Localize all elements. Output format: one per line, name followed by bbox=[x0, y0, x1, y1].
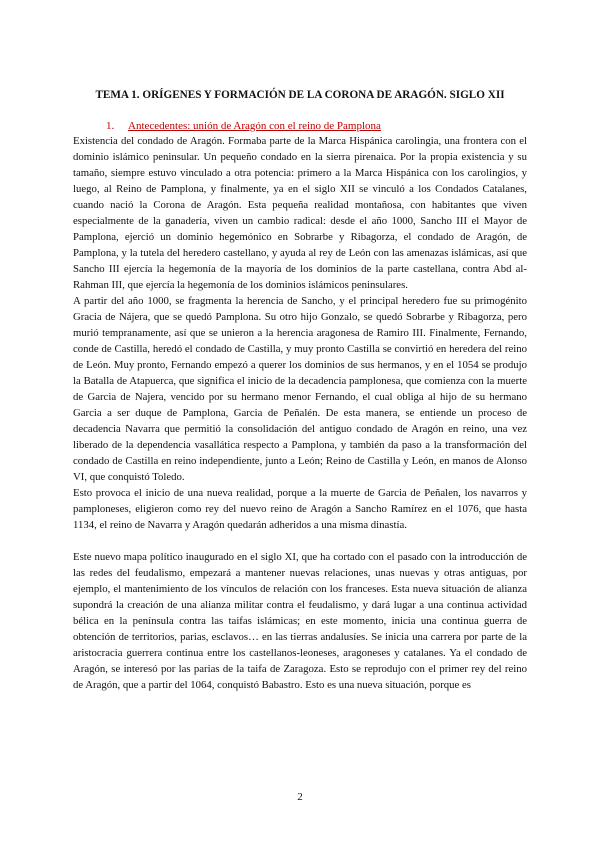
paragraph: Esto provoca el inicio de una nueva realidad, porque a la muerte de Garcia de Peñalen, los navarros y pamploneses, eligieron como rey del nuevo reino de Aragón a Sancho Ramírez en el 1076, que hasta 1134, el reino de Navarra y Aragón quedarán adheridos a una misma dinastía. bbox=[73, 487, 527, 531]
section-number: 1. bbox=[106, 120, 115, 132]
paragraph: A partir del año 1000, se fragmenta la herencia de Sancho, y el principal heredero fue su primogénito Gracia de Nájera, que se quedó Pamplona. Su otro hijo Gonzalo, se quedó Sobrarbe y Ribagorza, pero murió tempranamente, así que se unieron a la herencia aragonesa de Ramiro III. Finalmente, Fernando, conde de Castilla, heredó el condado de Castilla, y muy pronto Castilla se convirtió en heredera del reino de León. Muy pronto, Fernando empezó a querer los dominios de sus hermanos, y en el 1054 se produjo la Batalla de Atapuerca, que significa el inicio de la decadencia pamplonesa, que comienza con la muerte de Garcia de Najera, vencido por su hermano menor Fernando, el cual obliga al hijo de su hermano Garcia a ser duque de Pamplona, Garcia de Peñalén. De esta manera, se entiende un proceso de decadencia Navarra que permitió la consolidación del antiguo condado de Aragón en reino, una vez liberado de la dependencia vasallática respecto a Pamplona, y también da paso a la transformación del condado de Castilla en reino independiente, junto a León; Reino de Castilla y León, en manos de Alonso VI, que conquistó Toledo. bbox=[73, 295, 527, 483]
paragraph: Existencia del condado de Aragón. Formaba parte de la Marca Hispánica carolingia, una frontera con el dominio islámico peninsular. Un pequeño condado en la sierra pirenaica. Por la propia existencia y su tamaño, siempre estuvo vinculado a otra potencia: primero a la Marca Hispánica con los carolingios, y luego, al Reino de Pamplona, y finalmente, ya en el siglo XII se vinculó a los Condados Catalanes, cuando nació la Corona de Aragón. Esta pequeña realidad montañosa, con habitantes que viven especialmente de la ganadería, viven un cambio radical: desde el año 1000, Sancho III el Mayor de Pamplona, ejerció un dominio hegemónico en Sobrarbe y Ribagorza, el condado de Aragón, de Pamplona, y la tutela del heredero castellano, y ayuda al rey de León con las amenazas islámicas, así que Sancho III ejercía la hegemonía de la mayoría de los dominios de la parte castellana, contra Abd al-Rahman III, que ejercía la hegemonía de los dominios islámicos peninsulares. bbox=[73, 135, 527, 291]
page-number: 2 bbox=[297, 791, 303, 803]
page-title: TEMA 1. ORÍGENES Y FORMACIÓN DE LA CORONA DE ARAGÓN. SIGLO XII bbox=[95, 89, 505, 101]
section-heading-text: Antecedentes: unión de Aragón con el reino de Pamplona bbox=[128, 120, 381, 132]
section-heading bbox=[106, 120, 381, 132]
body-text bbox=[73, 133, 527, 693]
paragraph: Este nuevo mapa político inaugurado en el siglo XI, que ha cortado con el pasado con la introducción de las redes del feudalismo, empezará a mantener nuevas relaciones, unas nuevas y otras antiguas, por ejemplo, el mantenimiento de los vínculos de relación con los franceses. Esta nueva situación de alianza supondrá la creación de una alianza militar contra el feudalismo, y dará lugar a una continua actividad bélica en la península contra las taifas islámicas; en este momento, inicia una continua guerra de obtención de territorios, parias, esclavos… en las tierras andalusíes. Se inicia una carrera por parte de la aristocracia guerrera continua entre los castellanos-leoneses, aragoneses y catalanes. Ya el condado de Aragón, se interesó por las parias de la taifa de Zaragoza. Esto se reprodujo con el primer rey del reino de Aragón, que a partir del 1064, conquistó Babastro. Esto es una nueva situación, porque es bbox=[73, 551, 527, 691]
